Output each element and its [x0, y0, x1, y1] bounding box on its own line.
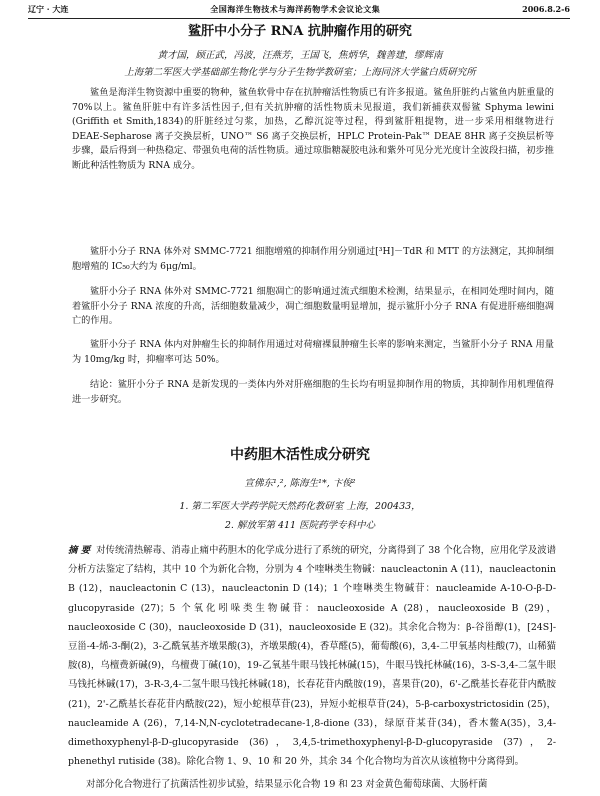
abstract-text: 对传统清热解毒、消毒止痛中药胆木的化学成分进行了系统的研究，分离得到了 38 个化合物，应用化学及波谱分析方法鉴定了结构，其中 10 个为新化合物，分别为 4 个喹啉类生物碱：naucleactonin A (11)，naucleactonin B (12)，naucleactonin C (13)，naucleactonin D (14)；1 个喹啉类生物碱苷：naucleamide A-10-O-β-D-glucopyraside (27)；5 个氧化吲哚类生物碱苷：naucleoxoside A (28)，naucleoxoside B (29)，naucleoxoside C (30)，naucleoxoside D (31)，naucleoxoside E (32)。其余化合物为：β-谷甾醇(1)，[24S]-豆甾-4-烯-3-酮(2)，3-乙酰氧基齐墩果酸(3)，齐墩果酸(4)，香草醛(5)，葡萄酸(6)，3,4-二甲氧基肉桂酸(7)，山稀猫胺(8)，乌檀费新碱(9)，乌檀费丁碱(10)，19-乙氧基牛眼马钱托林碱(15)，牛眼马钱托林碱(16)，3-S-3,4-二氢牛眼马钱托林碱(17)，3-R-3,4-二氢牛眼马钱托林碱(18)，长春花苷内酰胺(19)，喜果苷(20)，6'-乙酰基长春花苷内酰胺(21)，2'-乙酰基长春花苷内酰胺(22)，短小蛇根草苷(23)，异短小蛇根草苷(24)，5-β-carboxystrictosidin (25)，naucleamide A (26)，7,14-N,N-cyclotetradecane-1,8-dione (33)，绿原苷某苷(34)，香木鳖A(35)，3,4-dimethoxyphenyl-β-D-glucopyraside (36)，3,4,5-trimethoxyphenyl-β-D-glucopyraside (37)，2-phenethyl rutiside (38)。除化合物 1、9、10 和 20 外，其余 34 个化合物均为首次从该植物中分离得到。 — [68, 545, 557, 768]
header-location: 辽宁 · 大连 — [28, 3, 69, 14]
article1-affiliation: 上海第二军医大学基础部生物化学与分子生物学教研室；上海同济大学鲨白质研究所 — [124, 67, 476, 78]
article1-paragraph: 鲨肝小分子 RNA 体内对肿瘤生长的抑制作用通过对荷瘤裸鼠肿瘤生长率的影响来测定，当鲨肝小分子 RNA 用量为 10mg/kg 时，抑瘤率可达 50%。 — [72, 339, 554, 365]
article1-paragraph: 鲨肝小分子 RNA 体外对 SMMC-7721 细胞增殖的抑制作用分别通过[³H]－TdR 和 MTT 的方法测定，其抑制细胞增殖的 IC₅₀大约为 6μg/ml。 — [72, 246, 554, 272]
article1-conclusion: 结论：鲨肝小分子 RNA 是新发现的一类体内外对肝癌细胞的生长均有明显抑制作用的物质，其抑制作用机理值得进一步研究。 — [72, 379, 554, 405]
article2-abstract-continued: 对部分化合物进行了抗菌活性初步试验，结果显示化合物 19 和 23 对金黄色葡萄球菌、大肠杆菌 — [86, 779, 488, 790]
header-date: 2006.8.2-6 — [522, 4, 570, 14]
article2-abstract — [68, 541, 556, 771]
article1-paragraph: 鲨鱼是海洋生物资源中重要的物种，鲨鱼软骨中存在抗肿瘤活性物质已有许多报道。鲨鱼肝脏约占鲨鱼内脏重量的 70%以上。鲨鱼肝脏中有许多活性因子,但有关抗肿瘤的活性物质未见报道，我们新捕获双髻鲨 Sphyma lewini (Griffith et Smith,1834)的肝脏经过匀浆，加热，乙醇沉淀等过程，得到鲨肝粗提物，进一步采用相继物进行 DEAE-Sepharose 离子交换层析，UNO™ S6 离子交换层析，HPLC Protein-Pak™ DEAE 8HR 离子交换层析等步骤，最后得到一种热稳定、带强负电荷的活性物质。通过琼脂糖凝胶电泳和紫外可见分光光度计全波段扫描，初步推断此种活性物质为 RNA 成分。 — [72, 87, 554, 171]
header-proceedings-title: 全国海洋生物技术与海洋药物学术会议论文集 — [210, 3, 381, 14]
article1-paragraph: 鲨肝小分子 RNA 体外对 SMMC-7721 细胞凋亡的影响通过流式细胞术检测，结果显示，在相同处理时间内，随着鲨肝小分子 RNA 浓度的升高，活细胞数量减少，凋亡细胞数量明显增加，提示鲨肝小分子 RNA 有促进肝癌细胞凋亡的作用。 — [72, 286, 554, 327]
article2-affiliation-2: 2. 解放军第 411 医院药学专科中心 — [224, 520, 376, 531]
article1-authors: 黄才国，顾正武，冯波，汪燕芳，王国飞，焦炳华，魏善建，缪辉南 — [157, 50, 443, 61]
running-header — [28, 2, 570, 19]
abstract-label: 摘 要 — [68, 545, 91, 556]
article2-affiliation-1: 1. 第二军医大学药学院天然药化教研室 上海，200433， — [179, 501, 421, 512]
article1-title: 鲨肝中小分子 RNA 抗肿瘤作用的研究 — [188, 24, 412, 39]
article2-authors: 宣佛东¹,², 陈海生¹*, 卞俊² — [244, 478, 356, 489]
article2-title: 中药胆木活性成分研究 — [230, 447, 370, 463]
